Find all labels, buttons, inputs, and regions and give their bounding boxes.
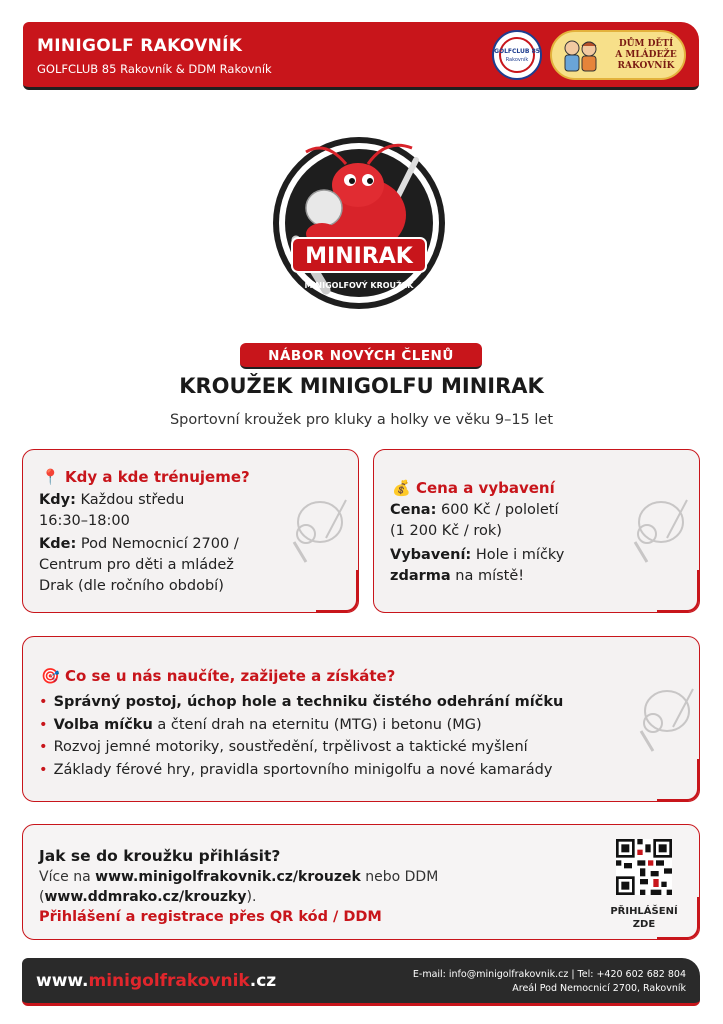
- free-label: zdarma: [390, 568, 451, 584]
- schedule-details: [39, 490, 339, 532]
- when-label: Kdy:: [39, 492, 76, 508]
- price-heading: [392, 479, 555, 497]
- list-item: [39, 736, 563, 759]
- minirak-mascot-logo: [266, 130, 452, 316]
- money-bag-icon: 💰: [392, 479, 411, 497]
- where-line1: Pod Nemocnicí 2700 /: [80, 536, 239, 552]
- location-details: [39, 534, 339, 597]
- qr-code-icon[interactable]: [616, 839, 672, 895]
- list-item-text: Základy férové hry, pravidla sportovního minigolfu a nové kamarády: [53, 761, 553, 778]
- list-item-bold: Správný postoj, úchop hole a techniku čistého odehrání míčku: [53, 694, 564, 710]
- bullet-icon: •: [39, 694, 48, 710]
- golfclub-logo: [492, 30, 542, 80]
- ddm-logo-line1: DŮM DĚTÍ: [618, 39, 674, 49]
- ddm-logo-line2: A MLÁDEŽE: [615, 50, 677, 60]
- price-heading-text: Cena a vybavení: [416, 479, 555, 497]
- bullet-icon: •: [39, 739, 48, 755]
- learn-card: [22, 636, 700, 802]
- price-card: [373, 449, 700, 613]
- signup-card: [22, 824, 700, 940]
- contact-line1: E-mail: info@minigolfrakovnik.cz | Tel: +420 602 682 804: [412, 969, 686, 980]
- where-line3: Drak (dle ročního období): [39, 578, 224, 594]
- price-label: Cena:: [390, 502, 437, 518]
- paren-open: (: [39, 889, 45, 905]
- mascot-tagline: MINIGOLFOVÝ KROUŽEK: [304, 281, 414, 290]
- crayfish-watermark-icon: [635, 681, 699, 755]
- where-label: Kde:: [39, 536, 77, 552]
- qr-label-line2: ZDE: [632, 919, 656, 930]
- list-item-text: Rozvoj jemné motoriky, soustředění, trpělivost a taktické myšlení: [53, 739, 528, 755]
- footer-contact: [413, 968, 686, 996]
- bullet-icon: •: [39, 716, 48, 733]
- page-title: KROUŽEK MINIGOLFU MINIRAK: [179, 374, 544, 398]
- price-year: (1 200 Kč / rok): [390, 523, 502, 539]
- price-value: 600 Kč / pololetí: [441, 502, 559, 518]
- bullet-icon: •: [39, 761, 48, 778]
- list-item: [39, 691, 563, 714]
- equipment-value: Hole i míčky: [475, 547, 565, 563]
- ddm-link[interactable]: www.ddmrako.cz/krouzky: [44, 889, 247, 905]
- list-item-bold: Volba míčku: [53, 716, 153, 733]
- header-title: MINIGOLF RAKOVNÍK: [37, 36, 243, 56]
- footer-website-link[interactable]: [36, 971, 276, 991]
- signup-text-mid: nebo DDM: [360, 869, 439, 885]
- when-time: 16:30–18:00: [39, 513, 130, 529]
- qr-label-line1: PŘIHLÁŠENÍ: [610, 906, 678, 917]
- krouzek-link[interactable]: www.minigolfrakovnik.cz/krouzek: [95, 869, 361, 885]
- ddm-logo-text: [608, 39, 684, 72]
- contact-line2: Areál Pod Nemocnicí 2700, Rakovník: [512, 983, 686, 994]
- page-subtitle: Sportovní kroužek pro kluky a holky ve věku 9–15 let: [169, 412, 554, 428]
- target-icon: 🎯: [41, 667, 60, 685]
- pin-icon: 📍: [41, 468, 60, 486]
- ddm-logo: [550, 30, 686, 80]
- web-main: minigolfrakovnik: [88, 971, 250, 991]
- learn-heading: [41, 667, 395, 685]
- footer-bar: [22, 958, 700, 1006]
- golfclub-logo-text: GOLFCLUB 85: [494, 48, 540, 55]
- crayfish-watermark-icon: [629, 492, 693, 566]
- learn-list: [39, 691, 563, 781]
- schedule-heading: [41, 468, 250, 486]
- signup-cta: Přihlášení a registrace přes QR kód / DDM: [39, 909, 382, 925]
- list-item: [39, 714, 563, 737]
- golfclub-ring-icon: [499, 37, 535, 73]
- web-prefix: www.: [36, 971, 89, 991]
- recruitment-badge: NÁBOR NOVÝCH ČLENŮ: [240, 343, 482, 369]
- equipment-details: [390, 545, 630, 587]
- list-item-text: a čtení drah na eternitu (MTG) i betonu (MG): [152, 716, 482, 733]
- learn-heading-text: Co se u nás naučíte, zažijete a získáte?: [65, 667, 396, 685]
- price-details: [390, 500, 630, 542]
- mascot-name: MINIRAK: [305, 244, 413, 269]
- signup-heading: Jak se do kroužku přihlásit?: [39, 847, 281, 865]
- web-suffix: .cz: [249, 971, 277, 991]
- signup-text: [39, 867, 559, 907]
- paren-close: ).: [246, 889, 257, 905]
- signup-text-prefix: Více na: [39, 869, 96, 885]
- when-value: Každou středu: [80, 492, 185, 508]
- schedule-card: [22, 449, 359, 613]
- list-item: [39, 759, 563, 782]
- equipment-label: Vybavení:: [390, 547, 472, 563]
- kids-icon: [560, 38, 600, 74]
- header-subtitle: GOLFCLUB 85 Rakovník & DDM Rakovník: [37, 62, 272, 76]
- schedule-heading-text: Kdy a kde trénujeme?: [65, 468, 250, 486]
- qr-label: [596, 905, 692, 931]
- golfclub-logo-city: Rakovník: [505, 57, 529, 63]
- free-suffix: na místě!: [455, 568, 525, 584]
- ddm-logo-line3: RAKOVNÍK: [617, 61, 675, 71]
- header-banner: [23, 22, 699, 90]
- where-line2: Centrum pro děti a mládež: [39, 557, 234, 573]
